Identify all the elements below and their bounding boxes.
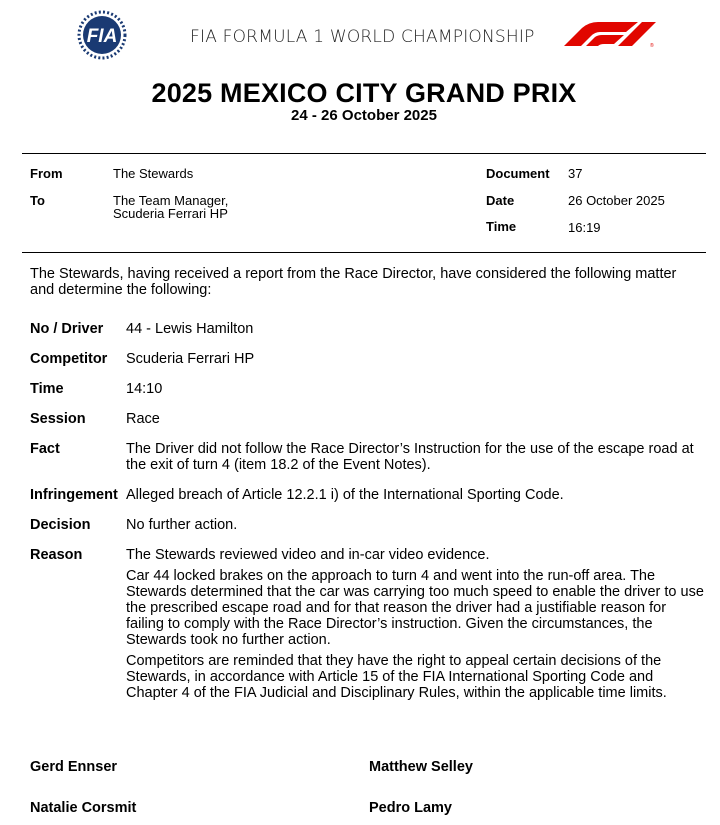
steward-signature: Natalie Corsmit — [30, 800, 137, 816]
time-header-label: Time — [486, 219, 517, 234]
to-value-line2: Scuderia Ferrari HP — [113, 206, 228, 221]
decision-label: Decision — [30, 517, 91, 533]
reason-body — [126, 547, 706, 706]
fia-logo-text: FIA — [86, 26, 118, 47]
reason-paragraph-1: The Stewards reviewed video and in-car video evidence. — [126, 547, 490, 563]
time-header-value: 16:19 — [568, 220, 601, 235]
document-value: 37 — [568, 166, 583, 181]
driver-value: 44 - Lewis Hamilton — [126, 321, 254, 337]
top-divider — [22, 153, 706, 154]
steward-signature: Matthew Selley — [369, 759, 473, 775]
infringement-label: Infringement — [30, 487, 118, 503]
fact-value: The Driver did not follow the Race Director’s Instruction for the use of the escape road at the exit of turn 4 (item 18.2 of the Event Notes). — [126, 441, 694, 473]
reason-paragraph-2: Car 44 locked brakes on the approach to turn 4 and went into the run-off area. The Stewards determined that the car was carrying too much speed to enable the driver to use the prescribed escape road and for that reason the driver had a justifiable reason for failing to comply with the Race Director’s instruction. Given the circumstances, the Stewards took no further action. — [126, 568, 704, 648]
time-value: 14:10 — [126, 381, 163, 397]
driver-label: No / Driver — [30, 321, 104, 337]
competitor-value: Scuderia Ferrari HP — [126, 351, 255, 367]
page-title: 2025 MEXICO CITY GRAND PRIX — [151, 78, 577, 108]
session-label: Session — [30, 411, 86, 427]
registered-mark: ® — [650, 43, 654, 48]
championship-title: FIA FORMULA 1 WORLD CHAMPIONSHIP — [190, 27, 535, 47]
date-value: 26 October 2025 — [568, 193, 665, 208]
f1-logo — [562, 20, 658, 48]
steward-signature: Gerd Ennser — [30, 759, 118, 775]
competitor-label: Competitor — [30, 351, 108, 367]
to-value-line1: The Team Manager, — [113, 193, 229, 208]
infringement-value: Alleged breach of Article 12.2.1 i) of the International Sporting Code. — [126, 487, 564, 503]
session-value: Race — [126, 411, 160, 427]
fact-label: Fact — [30, 441, 60, 457]
from-label: From — [30, 166, 63, 181]
intro-paragraph: The Stewards, having received a report from the Race Director, have considered the following matter and determine the following: — [30, 266, 677, 298]
steward-signature: Pedro Lamy — [369, 800, 452, 816]
date-label: Date — [486, 193, 515, 208]
fia-logo — [70, 10, 134, 60]
header-divider — [22, 252, 706, 253]
reason-label: Reason — [30, 547, 83, 563]
reason-paragraph-3: Competitors are reminded that they have the right to appeal certain decisions of the Stewards, in accordance with Article 15 of the FIA International Sporting Code and Chapter 4 of the FIA Judicial and Disciplinary Rules, within the applicable time limits. — [126, 653, 667, 701]
from-value: The Stewards — [113, 166, 194, 181]
time-label: Time — [30, 381, 64, 397]
decision-value: No further action. — [126, 517, 238, 533]
event-dates: 24 - 26 October 2025 — [291, 107, 437, 124]
document-label: Document — [486, 166, 550, 181]
to-label: To — [30, 193, 45, 208]
